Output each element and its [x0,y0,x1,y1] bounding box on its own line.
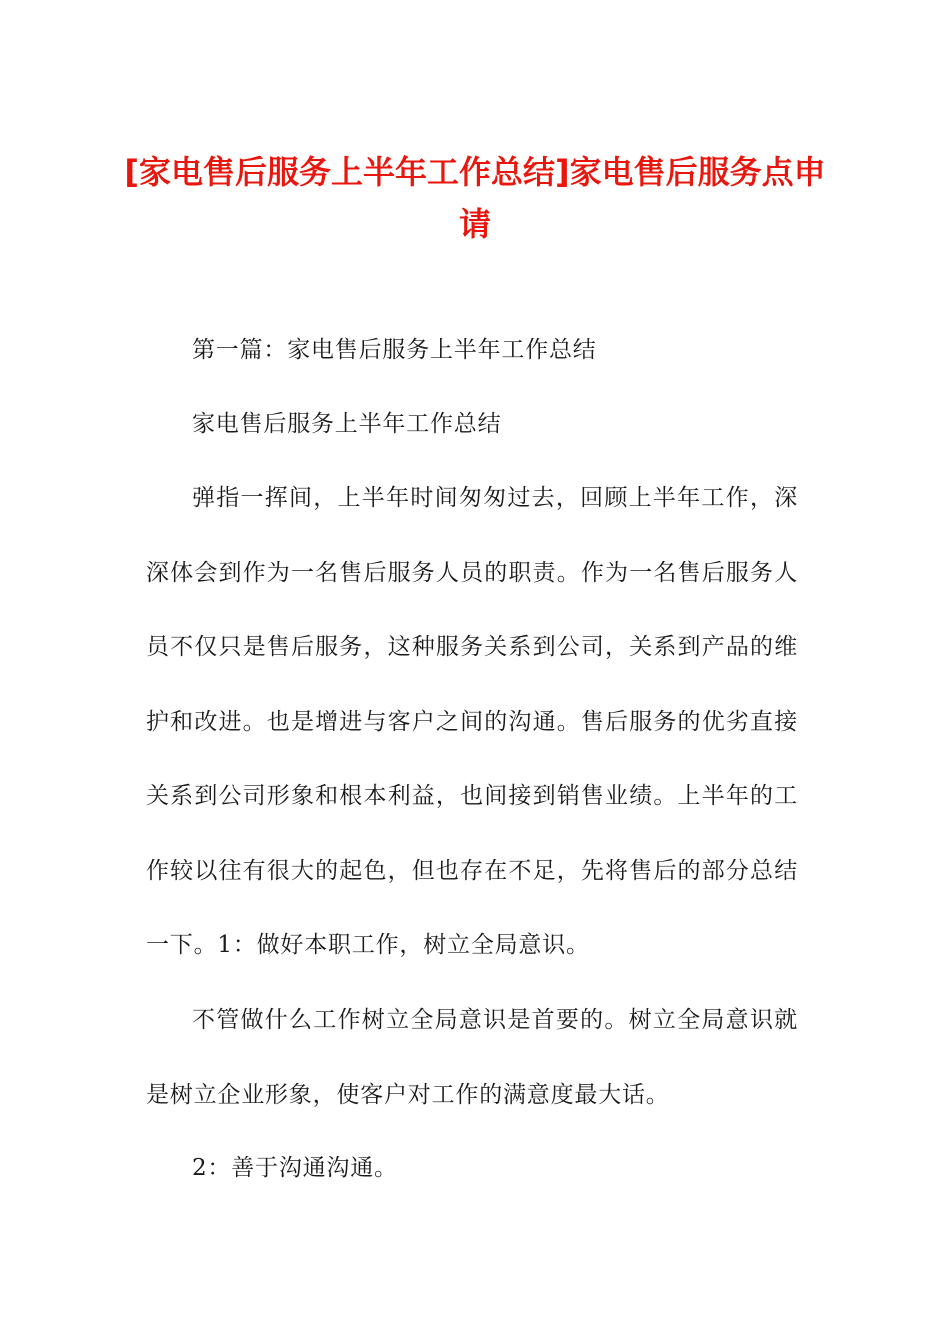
section-heading: 第一篇：家电售后服务上半年工作总结 [192,337,597,363]
body-paragraph: 不管做什么工作树立全局意识是首要的。树立全局意识就是树立企业形象，使客户对工作的满意度最大话。 [146,1007,798,1108]
body-paragraph: 弹指一挥间，上半年时间匆匆过去，回顾上半年工作，深深体会到作为一名售后服务人员的职责。作为一名售后服务人员不仅只是售后服务，这种服务关系到公司，关系到产品的维护和改进。也是增进与客户之间的沟通。售后服务的优劣直接关系到公司形象和根本利益，也间接到销售业绩。上半年的工作较以往有很大的起色，但也存在不足，先将售后的部分总结一下。1：做好本职工作，树立全局意识。 [146,485,798,958]
subtitle-paragraph: 家电售后服务上半年工作总结 [192,411,502,437]
body-paragraph: 2：善于沟通沟通。 [192,1155,398,1181]
document-title: [家电售后服务上半年工作总结]家电售后服务点申请 [124,153,826,243]
